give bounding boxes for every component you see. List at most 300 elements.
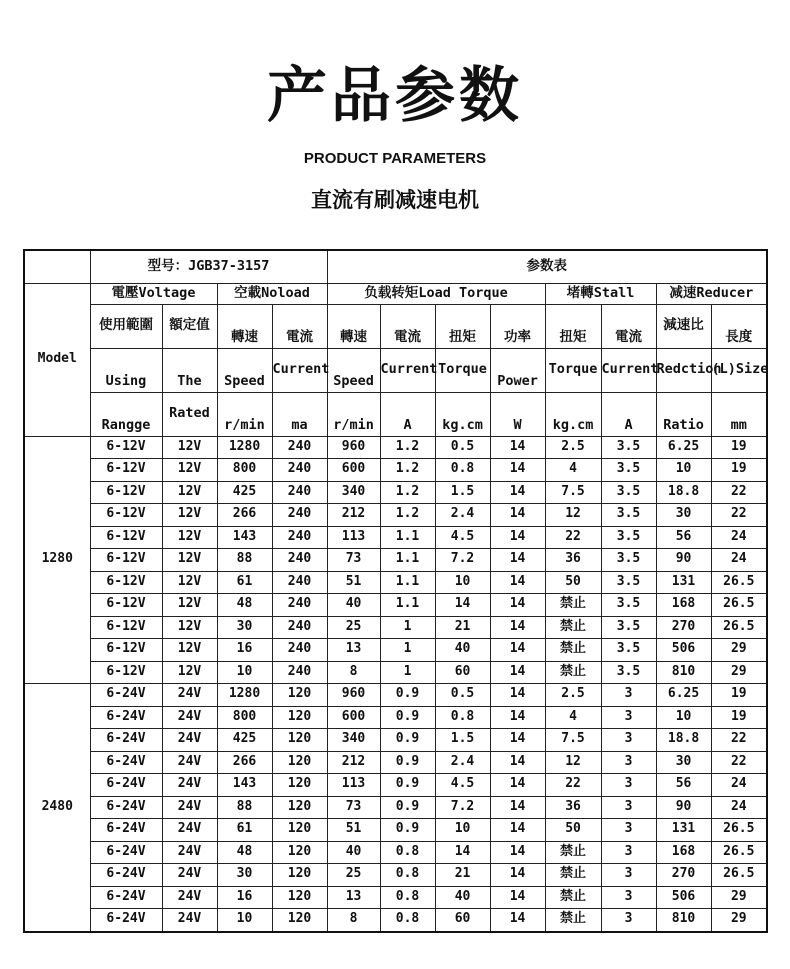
cell-load-torque: 4.5 — [435, 526, 490, 549]
header-en-ratio: Redction — [656, 348, 711, 392]
cell-load-current: 1 — [380, 661, 435, 684]
cell-noload-speed: 1280 — [217, 436, 272, 459]
cell-stall-current: 3.5 — [601, 436, 656, 459]
cell-ratio: 506 — [656, 886, 711, 909]
cell-range: 6-12V — [90, 661, 162, 684]
cell-range: 6-12V — [90, 526, 162, 549]
cell-range: 6-12V — [90, 616, 162, 639]
cell-range: 6-24V — [90, 684, 162, 707]
header-en-load-current: Current — [380, 348, 435, 392]
cell-ratio: 56 — [656, 526, 711, 549]
cell-stall-torque: 7.5 — [545, 481, 601, 504]
cell-noload-speed: 800 — [217, 706, 272, 729]
cell-stall-current: 3.5 — [601, 459, 656, 482]
cell-stall-torque: 36 — [545, 796, 601, 819]
cell-length: 26.5 — [711, 841, 767, 864]
cell-ratio: 10 — [656, 459, 711, 482]
cell-load-torque: 14 — [435, 841, 490, 864]
cell-noload-current: 240 — [272, 481, 327, 504]
table-row — [24, 886, 767, 909]
header-cn-noload-speed: 轉速 — [217, 304, 272, 348]
cell-noload-current: 240 — [272, 436, 327, 459]
cell-load-power: 14 — [490, 751, 545, 774]
cell-noload-speed: 88 — [217, 796, 272, 819]
cell-noload-current: 240 — [272, 549, 327, 572]
cell-noload-speed: 16 — [217, 886, 272, 909]
cell-length: 26.5 — [711, 616, 767, 639]
cell-stall-current: 3.5 — [601, 481, 656, 504]
cell-ratio: 56 — [656, 774, 711, 797]
cell-load-current: 0.9 — [380, 796, 435, 819]
table-row — [24, 841, 767, 864]
cell-load-power: 14 — [490, 886, 545, 909]
cell-rated: 24V — [162, 706, 217, 729]
cell-ratio: 168 — [656, 841, 711, 864]
parameters-table — [23, 249, 768, 933]
cell-noload-current: 120 — [272, 819, 327, 842]
cell-length: 24 — [711, 526, 767, 549]
cell-noload-speed: 10 — [217, 661, 272, 684]
cell-ratio: 10 — [656, 706, 711, 729]
header-cn-rated: 額定值 — [162, 304, 217, 348]
header-en-rated: The — [162, 348, 217, 392]
cell-load-torque: 10 — [435, 571, 490, 594]
cell-load-torque: 0.5 — [435, 684, 490, 707]
cell-load-torque: 1.5 — [435, 481, 490, 504]
header-en-load-power: Power — [490, 348, 545, 392]
cell-stall-current: 3 — [601, 684, 656, 707]
cell-load-current: 1.2 — [380, 481, 435, 504]
cell-load-current: 0.9 — [380, 729, 435, 752]
cell-noload-current: 120 — [272, 909, 327, 932]
table-row — [24, 684, 767, 707]
cell-load-current: 0.9 — [380, 751, 435, 774]
cell-load-power: 14 — [490, 706, 545, 729]
cell-length: 26.5 — [711, 819, 767, 842]
cell-length: 22 — [711, 751, 767, 774]
cell-rated: 24V — [162, 774, 217, 797]
corner-cell — [24, 250, 90, 283]
cell-stall-current: 3 — [601, 796, 656, 819]
cell-noload-current: 120 — [272, 729, 327, 752]
cell-ratio: 18.8 — [656, 729, 711, 752]
cell-load-current: 0.8 — [380, 841, 435, 864]
cell-load-power: 14 — [490, 571, 545, 594]
cell-load-torque: 2.4 — [435, 751, 490, 774]
cell-rated: 24V — [162, 864, 217, 887]
cell-stall-torque: 7.5 — [545, 729, 601, 752]
cell-load-speed: 340 — [327, 729, 380, 752]
cell-noload-current: 120 — [272, 841, 327, 864]
cell-load-torque: 0.8 — [435, 706, 490, 729]
cell-rated: 12V — [162, 639, 217, 662]
cell-length: 24 — [711, 796, 767, 819]
cell-ratio: 810 — [656, 909, 711, 932]
cell-length: 22 — [711, 729, 767, 752]
cell-stall-current: 3.5 — [601, 661, 656, 684]
cell-length: 19 — [711, 459, 767, 482]
cell-noload-speed: 266 — [217, 504, 272, 527]
table-row — [24, 864, 767, 887]
table-row — [24, 661, 767, 684]
header-en-stall-current: Current — [601, 348, 656, 392]
header-en2-range: Rangge — [90, 392, 162, 436]
cell-load-speed: 113 — [327, 526, 380, 549]
cell-load-power: 14 — [490, 594, 545, 617]
unit-load-power: W — [490, 392, 545, 436]
cell-load-power: 14 — [490, 481, 545, 504]
cell-load-speed: 212 — [327, 751, 380, 774]
header-cn-load-speed: 轉速 — [327, 304, 380, 348]
cell-rated: 12V — [162, 594, 217, 617]
cell-load-current: 1.1 — [380, 571, 435, 594]
cell-range: 6-24V — [90, 751, 162, 774]
cell-load-power: 14 — [490, 841, 545, 864]
cell-stall-current: 3 — [601, 819, 656, 842]
cell-noload-current: 240 — [272, 661, 327, 684]
cell-noload-current: 240 — [272, 594, 327, 617]
cell-noload-current: 120 — [272, 774, 327, 797]
cell-rated: 12V — [162, 661, 217, 684]
cell-noload-speed: 88 — [217, 549, 272, 572]
cell-stall-current: 3.5 — [601, 594, 656, 617]
cell-range: 6-12V — [90, 459, 162, 482]
cell-stall-current: 3.5 — [601, 639, 656, 662]
cell-rated: 24V — [162, 819, 217, 842]
cell-noload-current: 240 — [272, 459, 327, 482]
cell-stall-current: 3 — [601, 886, 656, 909]
table-row — [24, 594, 767, 617]
cell-noload-speed: 1280 — [217, 684, 272, 707]
cell-stall-torque: 22 — [545, 526, 601, 549]
table-row — [24, 616, 767, 639]
unit-stall-torque: kg.cm — [545, 392, 601, 436]
header-en-stall-torque: Torque — [545, 348, 601, 392]
model-name: 型号：JGB37-3157 — [90, 250, 327, 283]
cell-load-speed: 212 — [327, 504, 380, 527]
cell-load-power: 14 — [490, 526, 545, 549]
table-row — [24, 459, 767, 482]
model-column-header: Model — [24, 283, 90, 436]
table-row — [24, 436, 767, 459]
header-en-range: Using — [90, 348, 162, 392]
unit-load-torque: kg.cm — [435, 392, 490, 436]
cell-ratio: 168 — [656, 594, 711, 617]
cell-load-speed: 73 — [327, 549, 380, 572]
cell-stall-current: 3.5 — [601, 526, 656, 549]
cell-noload-current: 240 — [272, 616, 327, 639]
cell-stall-torque: 4 — [545, 706, 601, 729]
header-cn-stall-torque: 扭矩 — [545, 304, 601, 348]
cell-stall-current: 3 — [601, 751, 656, 774]
cell-rated: 12V — [162, 549, 217, 572]
cell-stall-torque: 50 — [545, 819, 601, 842]
header-cn-range: 使用範圍 — [90, 304, 162, 348]
unit-noload-current: ma — [272, 392, 327, 436]
cell-load-speed: 13 — [327, 639, 380, 662]
cell-load-current: 0.9 — [380, 706, 435, 729]
cell-length: 24 — [711, 774, 767, 797]
cell-noload-current: 120 — [272, 886, 327, 909]
cell-rated: 24V — [162, 684, 217, 707]
cell-load-current: 0.9 — [380, 819, 435, 842]
group-voltage: 電壓Voltage — [90, 283, 217, 304]
cell-rated: 12V — [162, 459, 217, 482]
cell-stall-torque: 50 — [545, 571, 601, 594]
cell-noload-speed: 425 — [217, 729, 272, 752]
cell-noload-speed: 61 — [217, 819, 272, 842]
cell-ratio: 131 — [656, 819, 711, 842]
param-table-label: 参数表 — [327, 250, 767, 283]
cell-rated: 12V — [162, 571, 217, 594]
cell-length: 26.5 — [711, 864, 767, 887]
table-row — [24, 481, 767, 504]
cell-rated: 12V — [162, 504, 217, 527]
cell-length: 22 — [711, 481, 767, 504]
header-en2-rated: Rated — [162, 392, 217, 436]
cell-range: 6-12V — [90, 504, 162, 527]
cell-load-speed: 960 — [327, 436, 380, 459]
cell-load-current: 0.9 — [380, 774, 435, 797]
table-row — [24, 774, 767, 797]
cell-ratio: 6.25 — [656, 436, 711, 459]
cell-noload-current: 120 — [272, 864, 327, 887]
cell-load-speed: 8 — [327, 909, 380, 932]
cell-load-speed: 40 — [327, 594, 380, 617]
cell-stall-current: 3 — [601, 909, 656, 932]
cell-load-power: 14 — [490, 504, 545, 527]
cell-load-current: 1.2 — [380, 436, 435, 459]
cell-load-power: 14 — [490, 684, 545, 707]
table-row — [24, 504, 767, 527]
cell-load-power: 14 — [490, 774, 545, 797]
cell-rated: 24V — [162, 909, 217, 932]
cell-load-speed: 25 — [327, 616, 380, 639]
cell-load-torque: 4.5 — [435, 774, 490, 797]
cell-stall-torque: 禁止 — [545, 886, 601, 909]
cell-ratio: 270 — [656, 864, 711, 887]
header-cn-load-torque: 扭矩 — [435, 304, 490, 348]
cell-stall-torque: 禁止 — [545, 639, 601, 662]
cell-load-current: 1.1 — [380, 594, 435, 617]
cell-length: 19 — [711, 436, 767, 459]
cell-load-power: 14 — [490, 909, 545, 932]
cell-stall-torque: 禁止 — [545, 864, 601, 887]
cell-load-torque: 60 — [435, 661, 490, 684]
cell-stall-torque: 4 — [545, 459, 601, 482]
cell-noload-speed: 30 — [217, 864, 272, 887]
cell-load-power: 14 — [490, 459, 545, 482]
cell-range: 6-12V — [90, 436, 162, 459]
cell-load-power: 14 — [490, 616, 545, 639]
cell-length: 29 — [711, 661, 767, 684]
cell-noload-speed: 48 — [217, 594, 272, 617]
cell-load-speed: 8 — [327, 661, 380, 684]
cell-noload-current: 240 — [272, 504, 327, 527]
cell-stall-current: 3 — [601, 841, 656, 864]
unit-load-speed: r/min — [327, 392, 380, 436]
cell-noload-current: 240 — [272, 526, 327, 549]
cell-load-current: 0.8 — [380, 909, 435, 932]
cell-range: 6-24V — [90, 864, 162, 887]
cell-load-speed: 340 — [327, 481, 380, 504]
cell-load-speed: 51 — [327, 819, 380, 842]
cell-stall-torque: 2.5 — [545, 684, 601, 707]
table-row — [24, 571, 767, 594]
cell-load-power: 14 — [490, 436, 545, 459]
table-row — [24, 706, 767, 729]
cell-stall-torque: 2.5 — [545, 436, 601, 459]
header-cn-load-power: 功率 — [490, 304, 545, 348]
unit-stall-current: A — [601, 392, 656, 436]
table-row — [24, 639, 767, 662]
cell-noload-speed: 61 — [217, 571, 272, 594]
cell-rated: 12V — [162, 436, 217, 459]
cell-rated: 24V — [162, 886, 217, 909]
cell-rated: 24V — [162, 796, 217, 819]
cell-ratio: 30 — [656, 504, 711, 527]
cell-load-power: 14 — [490, 819, 545, 842]
cell-load-torque: 21 — [435, 864, 490, 887]
unit-ratio: Ratio — [656, 392, 711, 436]
cell-rated: 24V — [162, 729, 217, 752]
cell-load-torque: 40 — [435, 639, 490, 662]
header-cn-noload-current: 電流 — [272, 304, 327, 348]
cell-range: 6-12V — [90, 639, 162, 662]
cell-noload-speed: 425 — [217, 481, 272, 504]
cell-ratio: 810 — [656, 661, 711, 684]
cell-load-speed: 51 — [327, 571, 380, 594]
cell-range: 6-24V — [90, 841, 162, 864]
header-en-length: (L)Size — [711, 348, 767, 392]
model-cell: 1280 — [24, 436, 90, 684]
cell-stall-torque: 禁止 — [545, 616, 601, 639]
cell-range: 6-24V — [90, 819, 162, 842]
cell-length: 26.5 — [711, 571, 767, 594]
cell-noload-current: 120 — [272, 684, 327, 707]
cell-noload-current: 120 — [272, 796, 327, 819]
header-cn-load-current: 電流 — [380, 304, 435, 348]
cell-ratio: 90 — [656, 796, 711, 819]
cell-load-speed: 13 — [327, 886, 380, 909]
cell-ratio: 18.8 — [656, 481, 711, 504]
cell-load-current: 1.1 — [380, 526, 435, 549]
cell-stall-current: 3.5 — [601, 571, 656, 594]
header-en-load-torque: Torque — [435, 348, 490, 392]
cell-stall-torque: 22 — [545, 774, 601, 797]
cell-stall-current: 3 — [601, 706, 656, 729]
cell-ratio: 131 — [656, 571, 711, 594]
table-row — [24, 729, 767, 752]
cell-load-speed: 600 — [327, 706, 380, 729]
cell-ratio: 90 — [656, 549, 711, 572]
cell-stall-current: 3 — [601, 729, 656, 752]
cell-stall-torque: 12 — [545, 504, 601, 527]
cell-noload-current: 240 — [272, 571, 327, 594]
cell-length: 24 — [711, 549, 767, 572]
cell-load-speed: 40 — [327, 841, 380, 864]
cell-load-speed: 960 — [327, 684, 380, 707]
group-stall: 堵轉Stall — [545, 283, 656, 304]
page-title: 产品参数 — [267, 61, 523, 131]
cell-load-current: 1.2 — [380, 459, 435, 482]
cell-ratio: 30 — [656, 751, 711, 774]
cell-ratio: 6.25 — [656, 684, 711, 707]
cell-load-torque: 40 — [435, 886, 490, 909]
cell-rated: 12V — [162, 526, 217, 549]
cell-noload-current: 120 — [272, 706, 327, 729]
table-row — [24, 796, 767, 819]
cell-load-speed: 113 — [327, 774, 380, 797]
unit-load-current: A — [380, 392, 435, 436]
model-cell: 2480 — [24, 684, 90, 932]
cell-stall-current: 3 — [601, 864, 656, 887]
cell-rated: 24V — [162, 751, 217, 774]
cell-load-torque: 0.8 — [435, 459, 490, 482]
cell-load-power: 14 — [490, 639, 545, 662]
cell-noload-speed: 143 — [217, 526, 272, 549]
cell-stall-torque: 12 — [545, 751, 601, 774]
cell-load-current: 1 — [380, 639, 435, 662]
cell-load-current: 1.1 — [380, 549, 435, 572]
table-row — [24, 751, 767, 774]
cell-load-speed: 600 — [327, 459, 380, 482]
cell-load-current: 1 — [380, 616, 435, 639]
cell-rated: 24V — [162, 841, 217, 864]
cell-load-torque: 10 — [435, 819, 490, 842]
group-reducer: 减速Reducer — [656, 283, 767, 304]
cell-range: 6-24V — [90, 909, 162, 932]
unit-noload-speed: r/min — [217, 392, 272, 436]
cell-load-speed: 73 — [327, 796, 380, 819]
cell-stall-current: 3 — [601, 774, 656, 797]
cell-noload-speed: 143 — [217, 774, 272, 797]
cell-noload-speed: 10 — [217, 909, 272, 932]
header-cn-stall-current: 電流 — [601, 304, 656, 348]
cell-load-power: 14 — [490, 729, 545, 752]
header-cn-ratio: 減速比 — [656, 304, 711, 348]
cell-stall-current: 3.5 — [601, 504, 656, 527]
cell-length: 29 — [711, 639, 767, 662]
cell-load-torque: 0.5 — [435, 436, 490, 459]
cell-stall-current: 3.5 — [601, 549, 656, 572]
cell-stall-torque: 禁止 — [545, 594, 601, 617]
cell-load-current: 0.8 — [380, 864, 435, 887]
cell-range: 6-24V — [90, 774, 162, 797]
cell-load-power: 14 — [490, 864, 545, 887]
cell-load-power: 14 — [490, 661, 545, 684]
cell-load-torque: 60 — [435, 909, 490, 932]
cell-range: 6-12V — [90, 571, 162, 594]
cell-noload-speed: 266 — [217, 751, 272, 774]
table-row — [24, 819, 767, 842]
cell-range: 6-24V — [90, 729, 162, 752]
cell-range: 6-12V — [90, 481, 162, 504]
cell-ratio: 270 — [656, 616, 711, 639]
cell-range: 6-24V — [90, 706, 162, 729]
cell-noload-speed: 16 — [217, 639, 272, 662]
cell-noload-speed: 30 — [217, 616, 272, 639]
cell-load-power: 14 — [490, 796, 545, 819]
cell-ratio: 506 — [656, 639, 711, 662]
cell-load-torque: 7.2 — [435, 796, 490, 819]
group-noload: 空載Noload — [217, 283, 327, 304]
table-row — [24, 526, 767, 549]
cell-load-torque: 21 — [435, 616, 490, 639]
cell-range: 6-24V — [90, 886, 162, 909]
cell-stall-current: 3.5 — [601, 616, 656, 639]
header-cn-length: 長度 — [711, 304, 767, 348]
